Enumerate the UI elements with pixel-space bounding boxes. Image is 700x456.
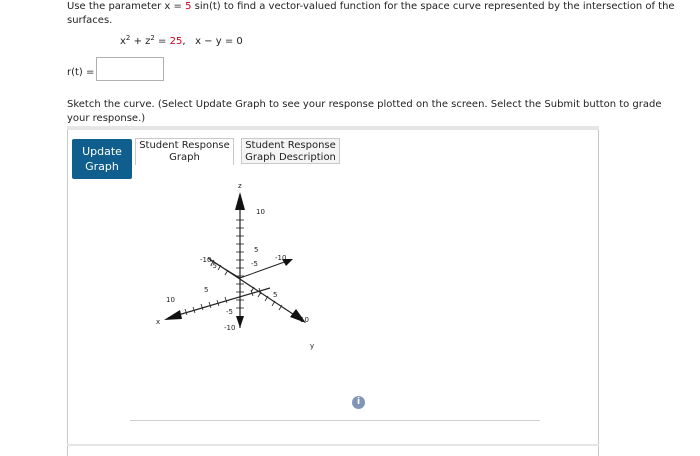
x-tick-label-neg10: -10 [200,256,212,264]
z-axis-arrow [235,192,245,210]
y-tick-label-neg10: -10 [275,254,287,262]
x-axis-arrow [164,310,182,320]
rt-answer-input[interactable] [96,57,164,81]
prompt-coefficient: 5 [185,1,192,12]
info-icon[interactable]: i [352,396,365,409]
update-graph-button[interactable] [72,139,132,179]
eq-z: z [145,36,151,47]
z-axis-neg-arrow [236,316,244,328]
problem-prompt [67,0,677,28]
tab-label-1: Student Response [245,140,336,151]
eq-second: x − y = 0 [195,36,243,47]
z-tick-label-5: 5 [254,246,259,254]
eq-equals: = [154,36,170,47]
update-graph-label-1: Update [82,145,122,158]
update-graph-label-2: Graph [85,160,119,173]
z-tick-label-10: 10 [256,208,265,216]
eq-value: 25 [169,36,183,47]
tab-label-2: Graph [169,152,200,163]
eq-comma: , [182,36,186,47]
surface-equations: $x^2 + z^2 = 25$, x − y = 0 [120,34,243,47]
eq-plus: + [130,36,146,47]
x-tick-label-10: 10 [166,296,175,304]
eq-x: x [120,36,126,47]
tab-student-response-graph[interactable] [135,138,234,165]
x-tick-label-neg5: -5 [210,262,217,270]
y-tick-label-10: 10 [300,316,309,324]
z-tick-label-neg5: -5 [226,308,233,316]
rt-label: r(t) = [67,67,95,78]
neg-y-axis [240,260,290,278]
tab-label-1: Student Response [139,140,230,151]
z-tick-label-neg10: -10 [224,324,236,332]
graph-panel-header [67,126,599,130]
divider [130,420,540,421]
tab-student-response-description[interactable] [241,138,340,164]
tab-label-2: Graph Description [245,152,336,163]
prompt-text-2: sin(t) to find a vector-valued function for the space curve represented by the intersection of the surfaces. [67,1,675,26]
x-axis-label: x [156,318,161,326]
x-axis-line [168,288,270,318]
y-tick-label-5: 5 [273,291,278,299]
y-axis-label: y [310,342,315,350]
y-tick-label-neg5: -5 [251,260,258,268]
x-tick-label-5: 5 [204,286,209,294]
prompt-text-1: Use the parameter x = [67,1,186,12]
sketch-instructions: Sketch the curve. (Select Update Graph to see your response plotted on the screen. Select the Submit button to grade your response.) [67,99,662,124]
z-axis-label: z [238,182,242,190]
3d-axes-graph[interactable] [130,170,360,350]
